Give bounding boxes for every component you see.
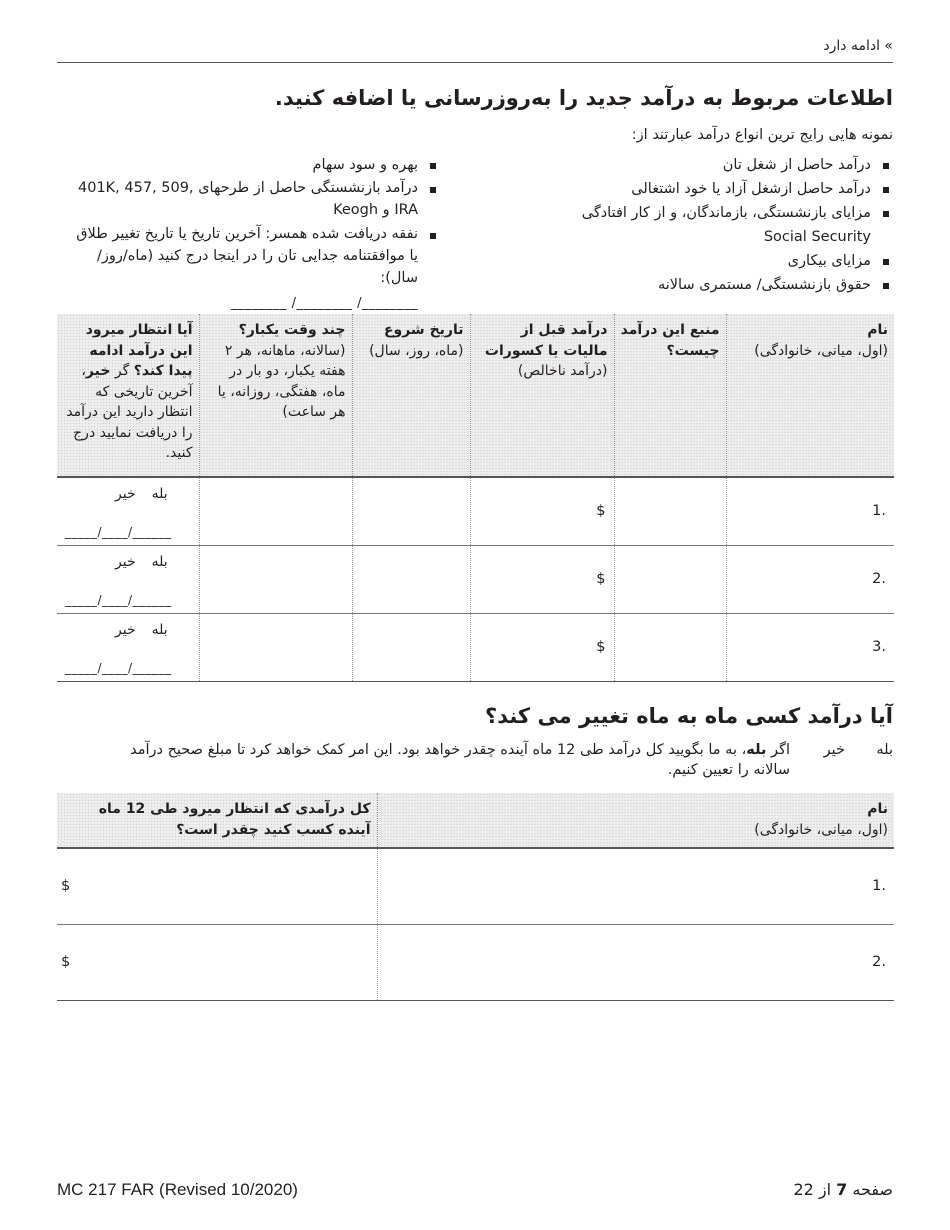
form-id: MC 217 FAR (Revised 10/2020) — [57, 1180, 298, 1199]
header-name: نام (اول، میانی، خانوادگی) — [377, 793, 894, 848]
gross-income-cell[interactable] — [470, 613, 614, 681]
header-expected-total: کل درآمدی که انتظار میرود طی 12 ماه آینده کسب کنید چقدر است؟ — [57, 793, 377, 848]
income-source-cell[interactable] — [614, 545, 726, 613]
new-income-table — [57, 314, 894, 682]
dollar-sign: $ — [596, 503, 606, 520]
expected-total-cell[interactable] — [57, 848, 377, 924]
end-date-field[interactable]: _____/____/______ — [65, 524, 172, 539]
income-examples-intro: نمونه هایی رایج ترین انواع درآمد عبارتند از: — [631, 127, 893, 143]
expect-continue-cell — [57, 545, 199, 613]
end-date-field[interactable]: _____/____/______ — [65, 660, 172, 675]
row-number: .1 — [872, 878, 886, 895]
header-start-date: تاریخ شروع (ماه، روز، سال) — [352, 314, 470, 477]
list-item: حقوق بازنشستگی/ مستمری سالانه — [548, 273, 893, 297]
name-cell[interactable] — [726, 545, 894, 613]
table-row — [57, 613, 894, 681]
income-source-cell[interactable] — [614, 613, 726, 681]
header-frequency: چند وقت یکبار؟ (سالانه، ماهانه، هر ۲ هفته یکبار، دو بار در ماه، هفتگی، روزانه، یا هر ساعت) — [199, 314, 352, 477]
yes-option[interactable]: بله — [151, 621, 168, 638]
header-gross-income: درآمد قبل از مالیات یا کسورات (درآمد ناخالص) — [470, 314, 614, 477]
expect-continue-cell — [57, 613, 199, 681]
header-divider — [57, 62, 893, 63]
end-date-field[interactable]: _____/____/______ — [65, 592, 172, 607]
yes-option[interactable]: بله — [151, 486, 168, 502]
name-cell[interactable] — [726, 613, 894, 681]
list-item: درآمد حاصل ازشغل آزاد یا خود اشتغالی — [548, 177, 893, 201]
dollar-sign: $ — [61, 954, 71, 970]
dollar-sign: $ — [596, 571, 606, 587]
alimony-text: نفقه دریافت شده همسر: آخرین تاریخ یا تاریخ تغییر طلاق یا موافقتنامه جدایی تان را در اینجا درج کنید (ماه/روز/سال): — [76, 226, 418, 286]
list-item: بهره و سود سهام — [65, 153, 440, 177]
no-option[interactable]: خیر — [115, 486, 136, 502]
dollar-sign: $ — [61, 878, 71, 895]
annual-income-table — [57, 793, 894, 1001]
monthly-change-no-option[interactable]: خیر — [823, 742, 845, 758]
name-cell[interactable] — [377, 848, 894, 924]
name-cell[interactable] — [726, 477, 894, 545]
row-number: .2 — [872, 954, 886, 970]
income-source-cell[interactable] — [614, 477, 726, 545]
expect-continue-cell — [57, 477, 199, 545]
table-row — [57, 545, 894, 613]
monthly-change-instructions: اگر بله، به ما بگویید کل درآمد طی 12 ماه آینده چقدر خواهد بود. این امر کمک خواهد کرد تا مبلغ صحیح درآمد سالانه را تعیین کنیم. — [130, 742, 790, 778]
name-cell[interactable] — [377, 924, 894, 1000]
section-title-new-income: اطلاعات مربوط به درآمد جدید را به‌روزرسانی یا اضافه کنید. — [274, 86, 893, 110]
row-number: .1 — [872, 503, 886, 520]
dollar-sign: $ — [596, 639, 606, 655]
monthly-change-yes-option[interactable]: بله — [876, 742, 893, 758]
table-row — [57, 848, 894, 924]
row-number: .2 — [872, 571, 886, 587]
start-date-cell[interactable] — [352, 477, 470, 545]
yes-option[interactable]: بله — [151, 553, 168, 570]
no-option[interactable]: خیر — [115, 621, 136, 638]
frequency-cell[interactable] — [199, 613, 352, 681]
header-name: نام (اول، میانی، خانوادگی) — [726, 314, 894, 477]
frequency-cell[interactable] — [199, 477, 352, 545]
table-row — [57, 924, 894, 1000]
gross-income-cell[interactable] — [470, 545, 614, 613]
expected-total-cell[interactable] — [57, 924, 377, 1000]
page-number: صفحه 7 از 22 — [793, 1180, 893, 1199]
list-item-alimony — [65, 223, 440, 315]
start-date-cell[interactable] — [352, 613, 470, 681]
list-item: مزایای بازنشستگی، بازماندگان، و از کار افتادگی Social Security — [548, 201, 893, 249]
continued-label: » ادامه دارد — [823, 38, 893, 54]
gross-income-cell[interactable] — [470, 477, 614, 545]
table-row — [57, 477, 894, 545]
income-examples-list-right — [548, 153, 893, 297]
income-examples-list-left — [65, 153, 440, 317]
header-expect-continue: آیا انتظار میرود این درآمد ادامه پیدا کند؟ گر خیر، آخرین تاریخی که انتظار دارید این درآمد را دریافت نمایید درج کنید. — [57, 314, 199, 477]
row-number: .3 — [872, 639, 886, 655]
list-item: مزایای بیکاری — [548, 249, 893, 273]
alimony-date-field[interactable]: ________ /________ /________ — [230, 296, 418, 311]
frequency-cell[interactable] — [199, 545, 352, 613]
section-title-monthly-change: آیا درآمد کسی ماه به ماه تغییر می کند؟ — [485, 704, 893, 728]
header-income-source: منبع این درآمد چیست؟ — [614, 314, 726, 477]
start-date-cell[interactable] — [352, 545, 470, 613]
list-item: درآمد بازنشستگی حاصل از طرحهای 401K, 457, 509, IRA و Keogh — [65, 177, 440, 221]
list-item: درآمد حاصل از شغل تان — [548, 153, 893, 177]
no-option[interactable]: خیر — [115, 553, 136, 570]
